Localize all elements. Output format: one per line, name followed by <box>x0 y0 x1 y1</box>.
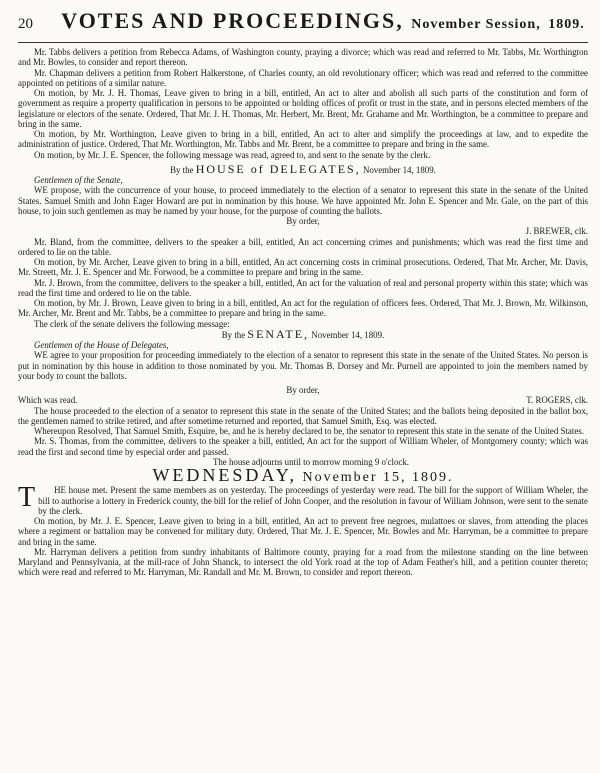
title-main: VOTES AND PROCEEDINGS, <box>61 8 404 33</box>
day-date: November 15, 1809. <box>302 470 454 485</box>
paragraph: Mr. J. Brown, from the committee, delivers to the speaker a bill, entitled, An act for the valuation of real and personal property within this state; which was read the first time and ordered to lie on the table. <box>18 277 588 298</box>
day-name: WEDNESDAY, <box>152 465 297 485</box>
drop-cap: T <box>18 482 36 514</box>
senate-message-heading: By the SENATE, November 14, 1809. <box>221 326 385 341</box>
paragraph: On motion, by Mr. J. H. Thomas, Leave given to bring in a bill, entitled, An act to alter and abolish all such parts of the constitution and form of government as require a property qualification in persons to be appointed or holding offices of profit or trust in the state, and in persons elected members of the legislature or electors of the senate. Ordered, That Mr. J. H. Thomas, Mr. Herbert, Mr. Brent, Mr. Grahame and Mr. Worthington, be a committee to prepare and bring in the same. <box>18 88 588 129</box>
senate-message-text: WE agree to your proposition for proceeding immediately to the election of a senator to represent this state in the senate of the United States. No person is put in nomination by this house in addition to those nominated by you. Mr. Thomas B. Dorsey and Mr. Purnell are appointed to join the members named by your body to count the ballots. <box>18 350 588 381</box>
house-message-by-order: By order, <box>286 216 320 226</box>
paragraph: On motion, by Mr. J. Brown, Leave given to bring in a bill, entitled, An act for the regulation of officers fees. Ordered, That Mr. J. Brown, Mr. Wilkinson, Mr. Archer, Mr. Brent and Mr. Tabbs, be a committee to prepare and bring in the same. <box>18 298 588 319</box>
paragraph: Mr. Harryman delivers a petition from sundry inhabitants of Baltimore county, praying for a road from the milestone standing on the line between Maryland and Pennsylvania, at the mill-race of John Shanck, to intersect the old York road at the top of Adam Feather's hill, and a petition counter thereto; which were read and referred to Mr. Harryman, Mr. Randall and Mr. M. Brown, to consider and report thereon. <box>18 546 588 578</box>
paragraph: The house proceeded to the election of a senator to represent this state in the senate of the United States; and the ballots being deposited in the ballot box, the gentlemen named to strike retired, and after sometime returned and reported, that Samuel Smith, Esq. was elected. <box>18 405 588 426</box>
senate-message-signature: T. ROGERS, clk. <box>526 395 588 406</box>
senate-message-footer <box>18 395 588 405</box>
paragraph: Mr. Bland, from the committee, delivers to the speaker a bill, entitled, An act concerning crimes and punishments; which was read the first time and ordered to lie on the table. <box>18 236 588 257</box>
house-message-salutation: Gentlemen of the Senate, <box>34 175 123 185</box>
page-body <box>18 47 588 578</box>
senate-message-salutation: Gentlemen of the House of Delegates, <box>34 340 169 350</box>
running-title <box>58 8 588 34</box>
running-header <box>18 8 588 43</box>
paragraph: Mr. Tabbs delivers a petition from Rebecca Adams, of Washington county, praying a divorce; which was read and referred to Mr. Tabbs, Mr. Worthington and Mr. Bowles, to consider and report thereon. <box>18 47 588 68</box>
page-number: 20 <box>18 16 33 32</box>
paragraph: Whereupon Resolved, That Samuel Smith, Esquire, be, and he is hereby declared to be, the senator to represent this state in the senate of the United States. <box>34 426 584 436</box>
paragraph: On motion, by Mr. J. E. Spencer, Leave given to bring in a bill, entitled, An act to prevent free negroes, mulattoes or slaves, from attending the places where a regiment or battalion may be convened for military duty. Ordered, That Mr. J. E. Spencer, Mr. Bowles and Mr. Harryman, be a committee to prepare and bring in the same. <box>18 516 588 547</box>
paragraph: Mr. S. Thomas, from the committee, delivers to the speaker a bill, entitled, An act for the support of William Wheler, of Montgomery county; which was read the first and second time by especial order and passed. <box>18 436 588 457</box>
adjournment: The house adjourns until to morrow morning 9 o'clock. <box>212 456 410 467</box>
paragraph-dropcap: T HE house met. Present the same members as on yesterday. The proceedings of yesterday were read. The bill for the support of William Wheler, the bill to authorise a lottery in Frederick county, the bill for the relief of John Cooper, and the resolution in favour of William Johnson, were sent to the senate by the clerk. <box>18 485 588 516</box>
paragraph: The clerk of the senate delivers the following message: <box>34 318 230 329</box>
which-was-read: Which was read. <box>18 395 78 406</box>
title-year: 1809. <box>548 17 585 32</box>
title-session: November Session, <box>411 17 541 32</box>
paragraph: On motion, by Mr. J. E. Spencer, the following message was read, agreed to, and sent to the senate by the clerk. <box>34 149 431 160</box>
paragraph: On motion, by Mr. Archer, Leave given to bring in a bill, entitled, An act concerning costs in criminal prosecutions. Ordered, That Mr. Archer, Mr. Davis, Mr. Streett, Mr. J. E. Spencer and Mr. Forwood, be a committee to prepare and bring in the same. <box>18 257 588 278</box>
house-message-signature: J. BREWER, clk. <box>525 226 588 237</box>
day-heading <box>18 465 588 485</box>
paragraph: On motion, by Mr. Worthington, Leave given to bring in a bill, entitled, An act to alter and simplify the proceedings at law, and to expedite the administration of justice. Ordered, That Mr. Worthington, Mr. Tabbs and Mr. Brent, be a committee to prepare and bring in the same. <box>18 129 588 150</box>
senate-message-by-order: By order, <box>286 385 320 395</box>
paragraph: Mr. Chapman delivers a petition from Robert Halkerstone, of Charles county, an old revolutionary officer; which was read and referred to the committee appointed on petitions of a similar nature. <box>18 67 588 88</box>
house-message-heading: By the HOUSE of DELEGATES, November 14, 1809. <box>170 161 436 176</box>
house-message-text: WE propose, with the concurrence of your house, to proceed immediately to the election of a senator to represent this state in the senate of the United States. Samuel Smith and John Eager Howard are put in nomination by this house. We have appointed Mr. John E. Spencer and Mr. Gale, on the part of this house, to join such gentlemen as may be named by your house, for the purpose of counting the ballots. <box>18 185 588 216</box>
